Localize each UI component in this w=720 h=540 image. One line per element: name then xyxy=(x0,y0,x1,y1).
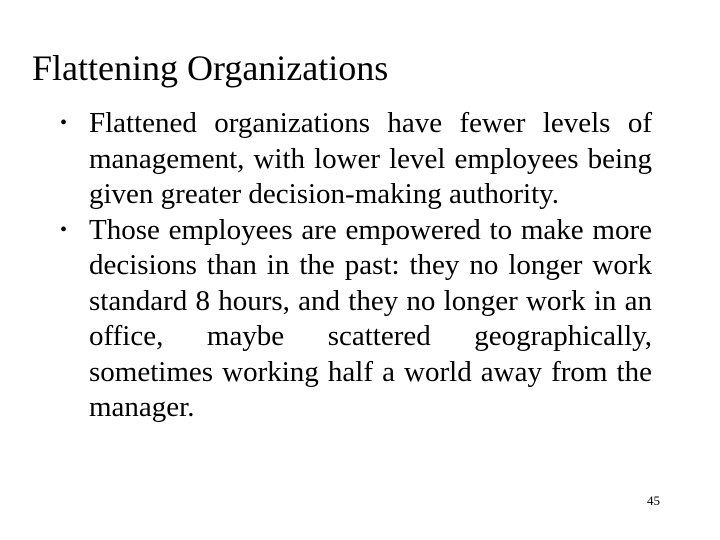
bullet-text: Flattened organizations have fewer levels of management, with lower level employees being given greater decision-making authority. xyxy=(89,107,652,210)
bullet-item xyxy=(60,213,652,426)
page-number: 45 xyxy=(647,493,660,508)
bullet-text: Those employees are empowered to make more decisions than in the past: they no longer work standard 8 hours, and they no longer work in an office, maybe scattered geographically, sometimes working half a world away from the manager. xyxy=(89,213,652,423)
bullet-marker-icon: • xyxy=(60,218,68,241)
bullet-list xyxy=(60,106,652,426)
bullet-marker-icon: • xyxy=(60,112,68,134)
bullet-item xyxy=(60,106,652,213)
slide-title: Flattening Organizations xyxy=(32,48,389,88)
